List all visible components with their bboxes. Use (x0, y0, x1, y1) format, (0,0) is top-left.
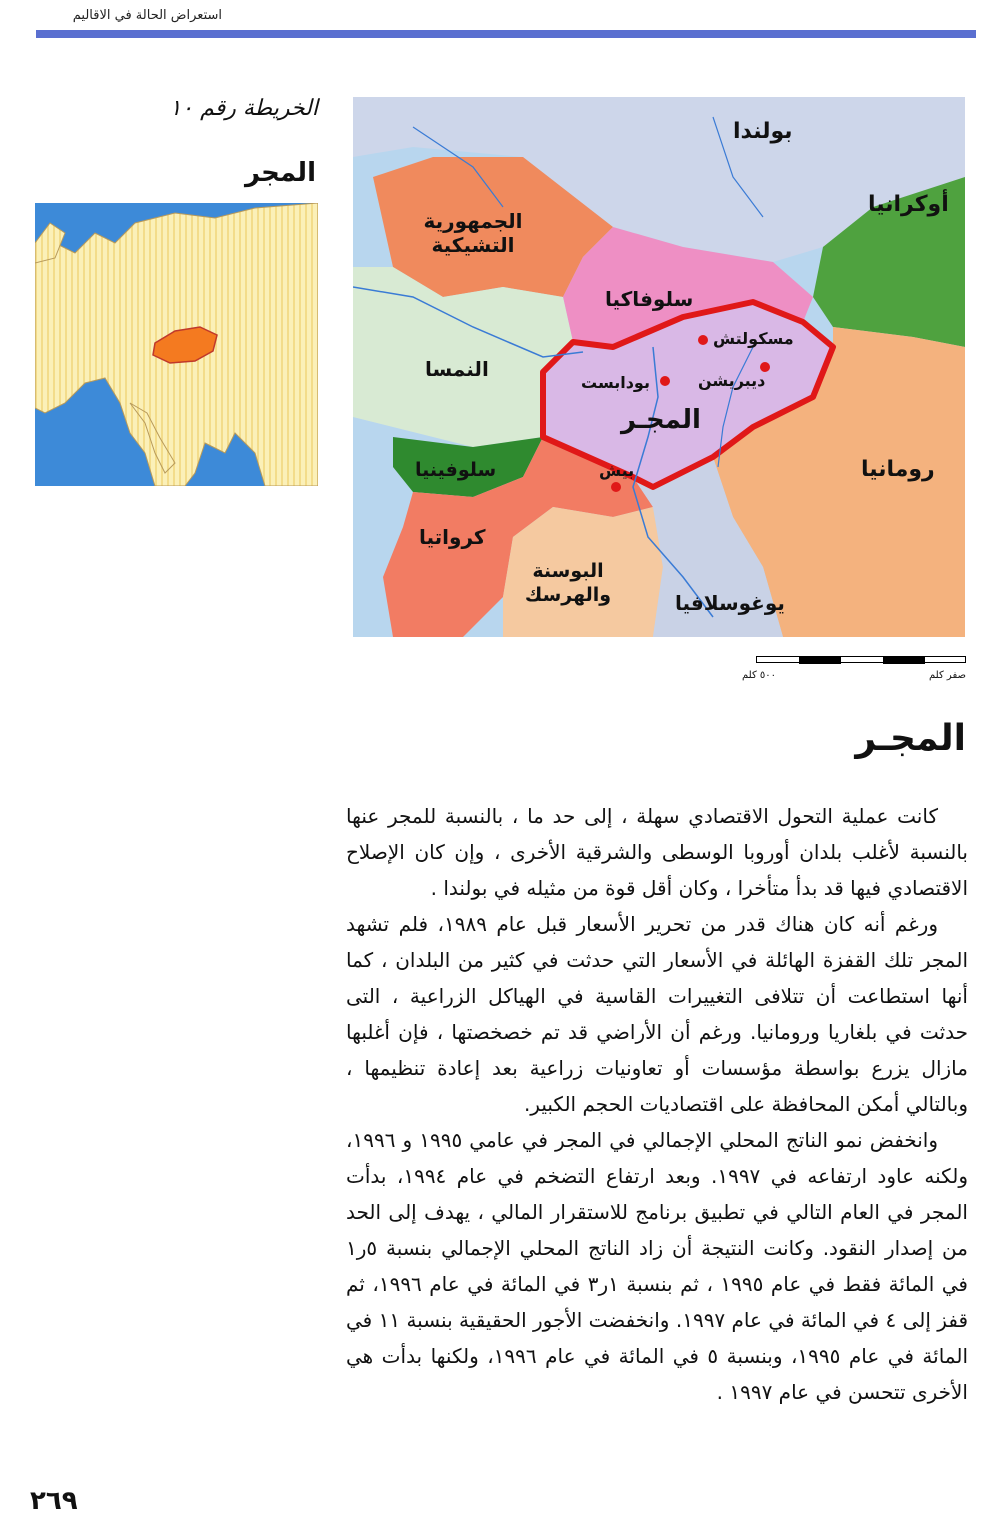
paragraph-1: كانت عملية التحول الاقتصادي سهلة ، إلى حد ما ، بالنسبة للمجر عنها بالنسبة لأغلب بلدان أوروبا الوسطى والشرقية الأخرى ، وإن كان الإصلاح الاقتصادي فيها قد بدأ متأخرا ، وكان أقل قوة من مثيله في بولندا . (346, 804, 968, 900)
label-ukraine: أوكرانيا (868, 192, 949, 217)
budapest-dot (660, 376, 670, 386)
label-romania: رومانيا (861, 457, 935, 482)
label-slovenia: سلوفينيا (415, 459, 497, 481)
header-rule (36, 30, 976, 38)
scale-zero-label: صفر كلم (929, 670, 966, 681)
label-czech: الجمهورية التشيكية (423, 209, 523, 257)
label-miskolc: مسكولتش (713, 329, 794, 348)
label-croatia: كرواتيا (419, 525, 486, 549)
label-yugoslavia: يوغوسلافيا (675, 591, 785, 615)
label-hungary: المجـر (621, 405, 701, 435)
header-title: استعراض الحالة في الاقاليم (72, 8, 222, 23)
map-caption: الخريطة رقم ١٠ (169, 96, 318, 121)
label-debrecen: ديبريشن (698, 371, 766, 390)
map-scale (742, 656, 966, 682)
miskolc-dot (698, 335, 708, 345)
paragraph-2: ورغم أنه كان هناك قدر من تحرير الأسعار قبل عام ١٩٨٩، فلم تشهد المجر تلك القفزة الهائلة في الأسعار التي حدثت في كثير من البلدان ، كما أنها استطاعت أن تتلافى التغييرات القاسية في الهياكل الزراعية ، التى حدثت في بلغاريا ورومانيا. ورغم أن الأراضي قد تم خصخصتها ، فإن أغلبها مازال يزرع بواسطة مؤسسات أو تعاونيات زراعية بعد إعادة تنظيمها ، وبالتالي أمكن المحافظة على اقتصاديات الحجم الكبير. (346, 912, 968, 1116)
map-subtitle: المجر (244, 158, 316, 188)
pecs-dot (611, 482, 621, 492)
main-map (353, 97, 965, 637)
section-title: المجـر (855, 718, 966, 759)
locator-map (35, 203, 318, 486)
paragraph-3: وانخفض نمو الناتج المحلي الإجمالي في المجر في عامي ١٩٩٥ و ١٩٩٦، ولكنه عاود ارتفاعه في ١٩٩٧. وبعد ارتفاع التضخم في عام ١٩٩٤، بدأت المجر في العام التالي في تطبيق برنامج للاستقرار المالي ، يهدف إلى الحد من إصدار النقود. وكانت النتيجة أن زاد الناتج المحلي الإجمالي بنسبة ٥ر١ في المائة فقط في عام ١٩٩٥ ، ثم بنسبة ١ر٣ في المائة في عام ١٩٩٦، ثم قفز إلى ٤ في المائة في عام ١٩٩٧. وانخفضت الأجور الحقيقية بنسبة ١١ في المائة في عام ١٩٩٥، وبنسبة ٥ في المائة في عام ١٩٩٦، ولكنها بدأت هي الأخرى تتحسن في عام ١٩٩٧ . (346, 1128, 969, 1404)
label-budapest: بودابست (581, 373, 650, 392)
label-pecs: بيش (599, 461, 635, 480)
label-bosnia: البوسنة والهرسك (524, 560, 612, 606)
body-text (346, 798, 968, 1410)
page-number: ٢٦٩ (30, 1486, 78, 1516)
scale-bar (756, 656, 966, 663)
label-austria: النمسا (425, 357, 489, 381)
label-poland: بولندا (733, 119, 793, 144)
label-slovakia: سلوفاكيا (605, 287, 694, 311)
scale-max-label: ٥٠٠ كلم (742, 670, 777, 681)
